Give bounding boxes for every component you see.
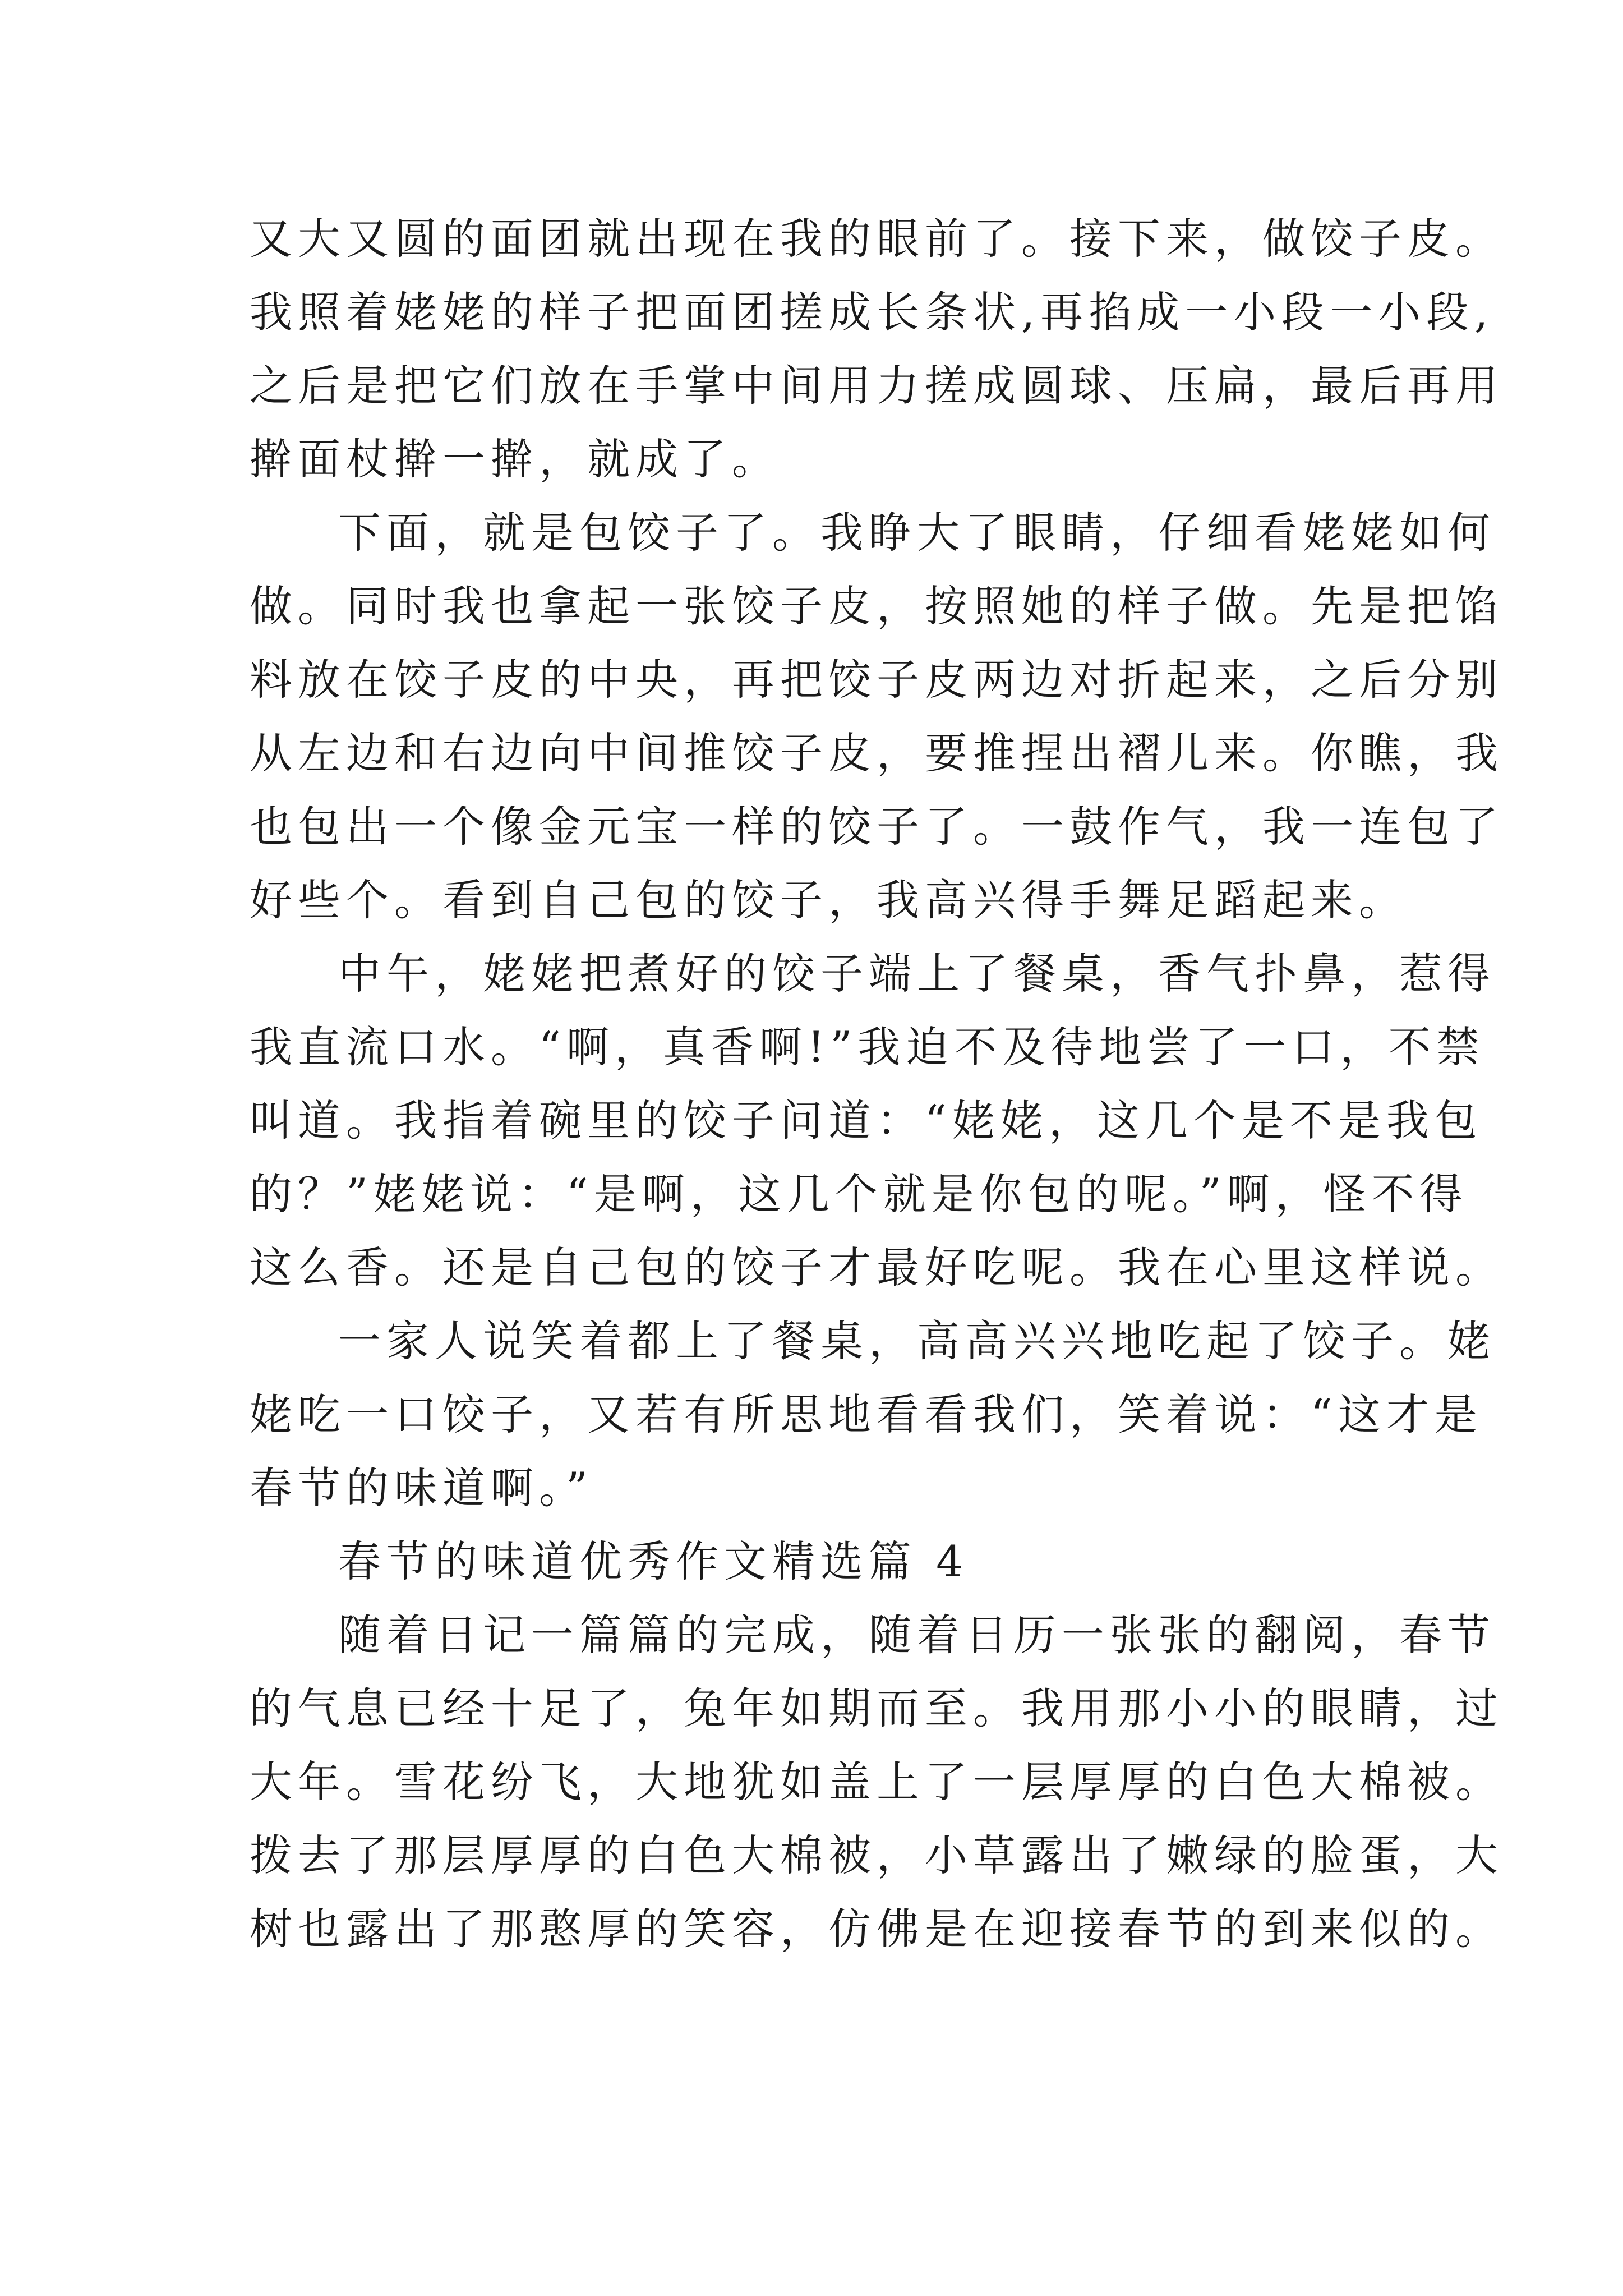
text-line: 的气息已经十足了，兔年如期而至。我用那小小的眼睛，过	[250, 1683, 1504, 1733]
text-line: 大年。雪花纷飞，大地犹如盖上了一层厚厚的白色大棉被。	[250, 1757, 1504, 1807]
text-line: 拨去了那层厚厚的白色大棉被，小草露出了嫩绿的脸蛋，大	[250, 1830, 1504, 1880]
paragraph-start-line: 中午，姥姥把煮好的饺子端上了餐桌，香气扑鼻，惹得	[338, 949, 1496, 999]
text-line: 做。同时我也拿起一张饺子皮，按照她的样子做。先是把馅	[250, 581, 1504, 631]
text-line: 也包出一个像金元宝一样的饺子了。一鼓作气，我一连包了	[250, 802, 1504, 852]
text-line: 叫道。我指着碗里的饺子问道：“姥姥，这几个是不是我包	[250, 1096, 1483, 1145]
paragraph-start-line: 随着日记一篇篇的完成，随着日历一张张的翻阅，春节	[338, 1610, 1496, 1660]
text-line: 这么香。还是自己包的饺子才最好吃呢。我在心里这样说。	[250, 1243, 1504, 1292]
text-line: 擀面杖擀一擀，就成了。	[250, 434, 780, 484]
paragraph-start-line: 一家人说笑着都上了餐桌，高高兴兴地吃起了饺子。姥	[338, 1316, 1496, 1366]
paragraph-start-line: 下面，就是包饺子了。我睁大了眼睛，仔细看姥姥如何	[338, 508, 1496, 558]
text-line: 树也露出了那憨厚的笑容，仿佛是在迎接春节的到来似的。	[250, 1904, 1504, 1954]
section-heading: 春节的味道优秀作文精选篇 4	[338, 1536, 969, 1586]
text-line: 我直流口水。“啊，真香啊!”我迫不及待地尝了一口，不禁	[250, 1022, 1485, 1072]
essay-body	[250, 202, 1504, 1966]
text-line: 好些个。看到自己包的饺子，我高兴得手舞足蹈起来。	[250, 875, 1407, 925]
text-line: 从左边和右边向中间推饺子皮，要推捏出褶儿来。你瞧，我	[250, 728, 1504, 778]
text-line: 又大又圆的面团就出现在我的眼前了。接下来，做饺子皮。	[250, 214, 1504, 264]
text-line: 姥吃一口饺子，又若有所思地看看我们，笑着说：“这才是	[250, 1389, 1483, 1439]
text-line: 料放在饺子皮的中央，再把饺子皮两边对折起来，之后分别	[250, 655, 1504, 705]
text-line: 我照着姥姥的样子把面团搓成长条状,再掐成一小段一小段,	[250, 287, 1494, 337]
text-line: 之后是把它们放在手掌中间用力搓成圆球、压扁，最后再用	[250, 361, 1504, 411]
text-line: 的？”姥姥说：“是啊，这几个就是你包的呢。”啊，怪不得	[250, 1169, 1468, 1219]
text-line: 春节的味道啊。”	[250, 1463, 593, 1513]
